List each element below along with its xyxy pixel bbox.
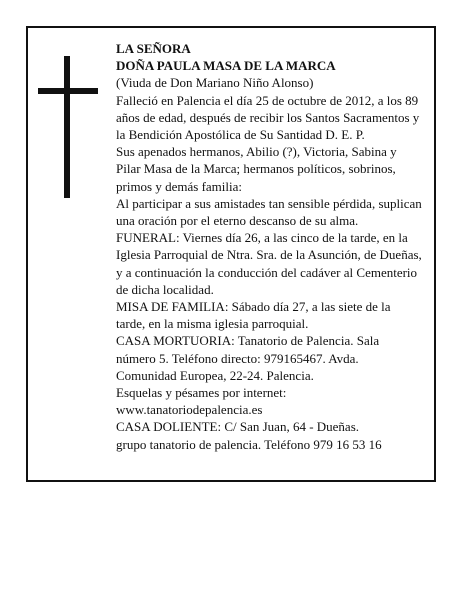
mourning-home: CASA DOLIENTE: C/ San Juan, 64 - Dueñas. — [116, 419, 360, 435]
deceased-name: DOÑA PAULA MASA DE LA MARCA — [116, 58, 336, 74]
obituary-text — [116, 40, 422, 453]
funeral-home-details: CASA MORTUORIA: Tanatorio de Palencia. Sala número 5. Teléfono directo: 979165467. Avda. Comunidad Europea, 22-24. Palencia. — [116, 333, 380, 383]
family-members: Sus apenados hermanos, Abilio (?), Victoria, Sabina y Pilar Masa de la Marca; hermanos políticos, sobrinos, primos y demás familia: — [116, 144, 397, 194]
widow-of: (Viuda de Don Mariano Niño Alonso) — [116, 75, 314, 91]
prayer-request: Al participar a sus amistades tan sensible pérdida, suplican una oración por el eterno descanso de su alma. — [116, 195, 422, 229]
death-announcement: Falleció en Palencia el día 25 de octubre de 2012, a los 89 años de edad, después de recibir los Santos Sacramentos y la Bendición Apostólica de Su Santidad D. E. P. — [116, 92, 420, 143]
funeral-group-footer: grupo tanatorio de palencia. Teléfono 979 16 53 16 — [116, 436, 382, 452]
cross-vertical-bar — [64, 56, 70, 198]
cross-icon — [38, 56, 98, 198]
deceased-title: LA SEÑORA — [116, 41, 191, 56]
funeral-details: FUNERAL: Viernes día 26, a las cinco de la tarde, en la Iglesia Parroquial de Ntra. Sra. de la Asunción, de Dueñas, y a continuación la conducción del cadáver al Cementerio de dicha localidad. — [116, 230, 422, 297]
family-mass-details: MISA DE FAMILIA: Sábado día 27, a las siete de la tarde, en la misma iglesia parroquial. — [116, 299, 391, 332]
online-condolences: Esquelas y pésames por internet: www.tanatoriodepalencia.es — [116, 385, 287, 418]
cross-horizontal-bar — [38, 88, 98, 94]
